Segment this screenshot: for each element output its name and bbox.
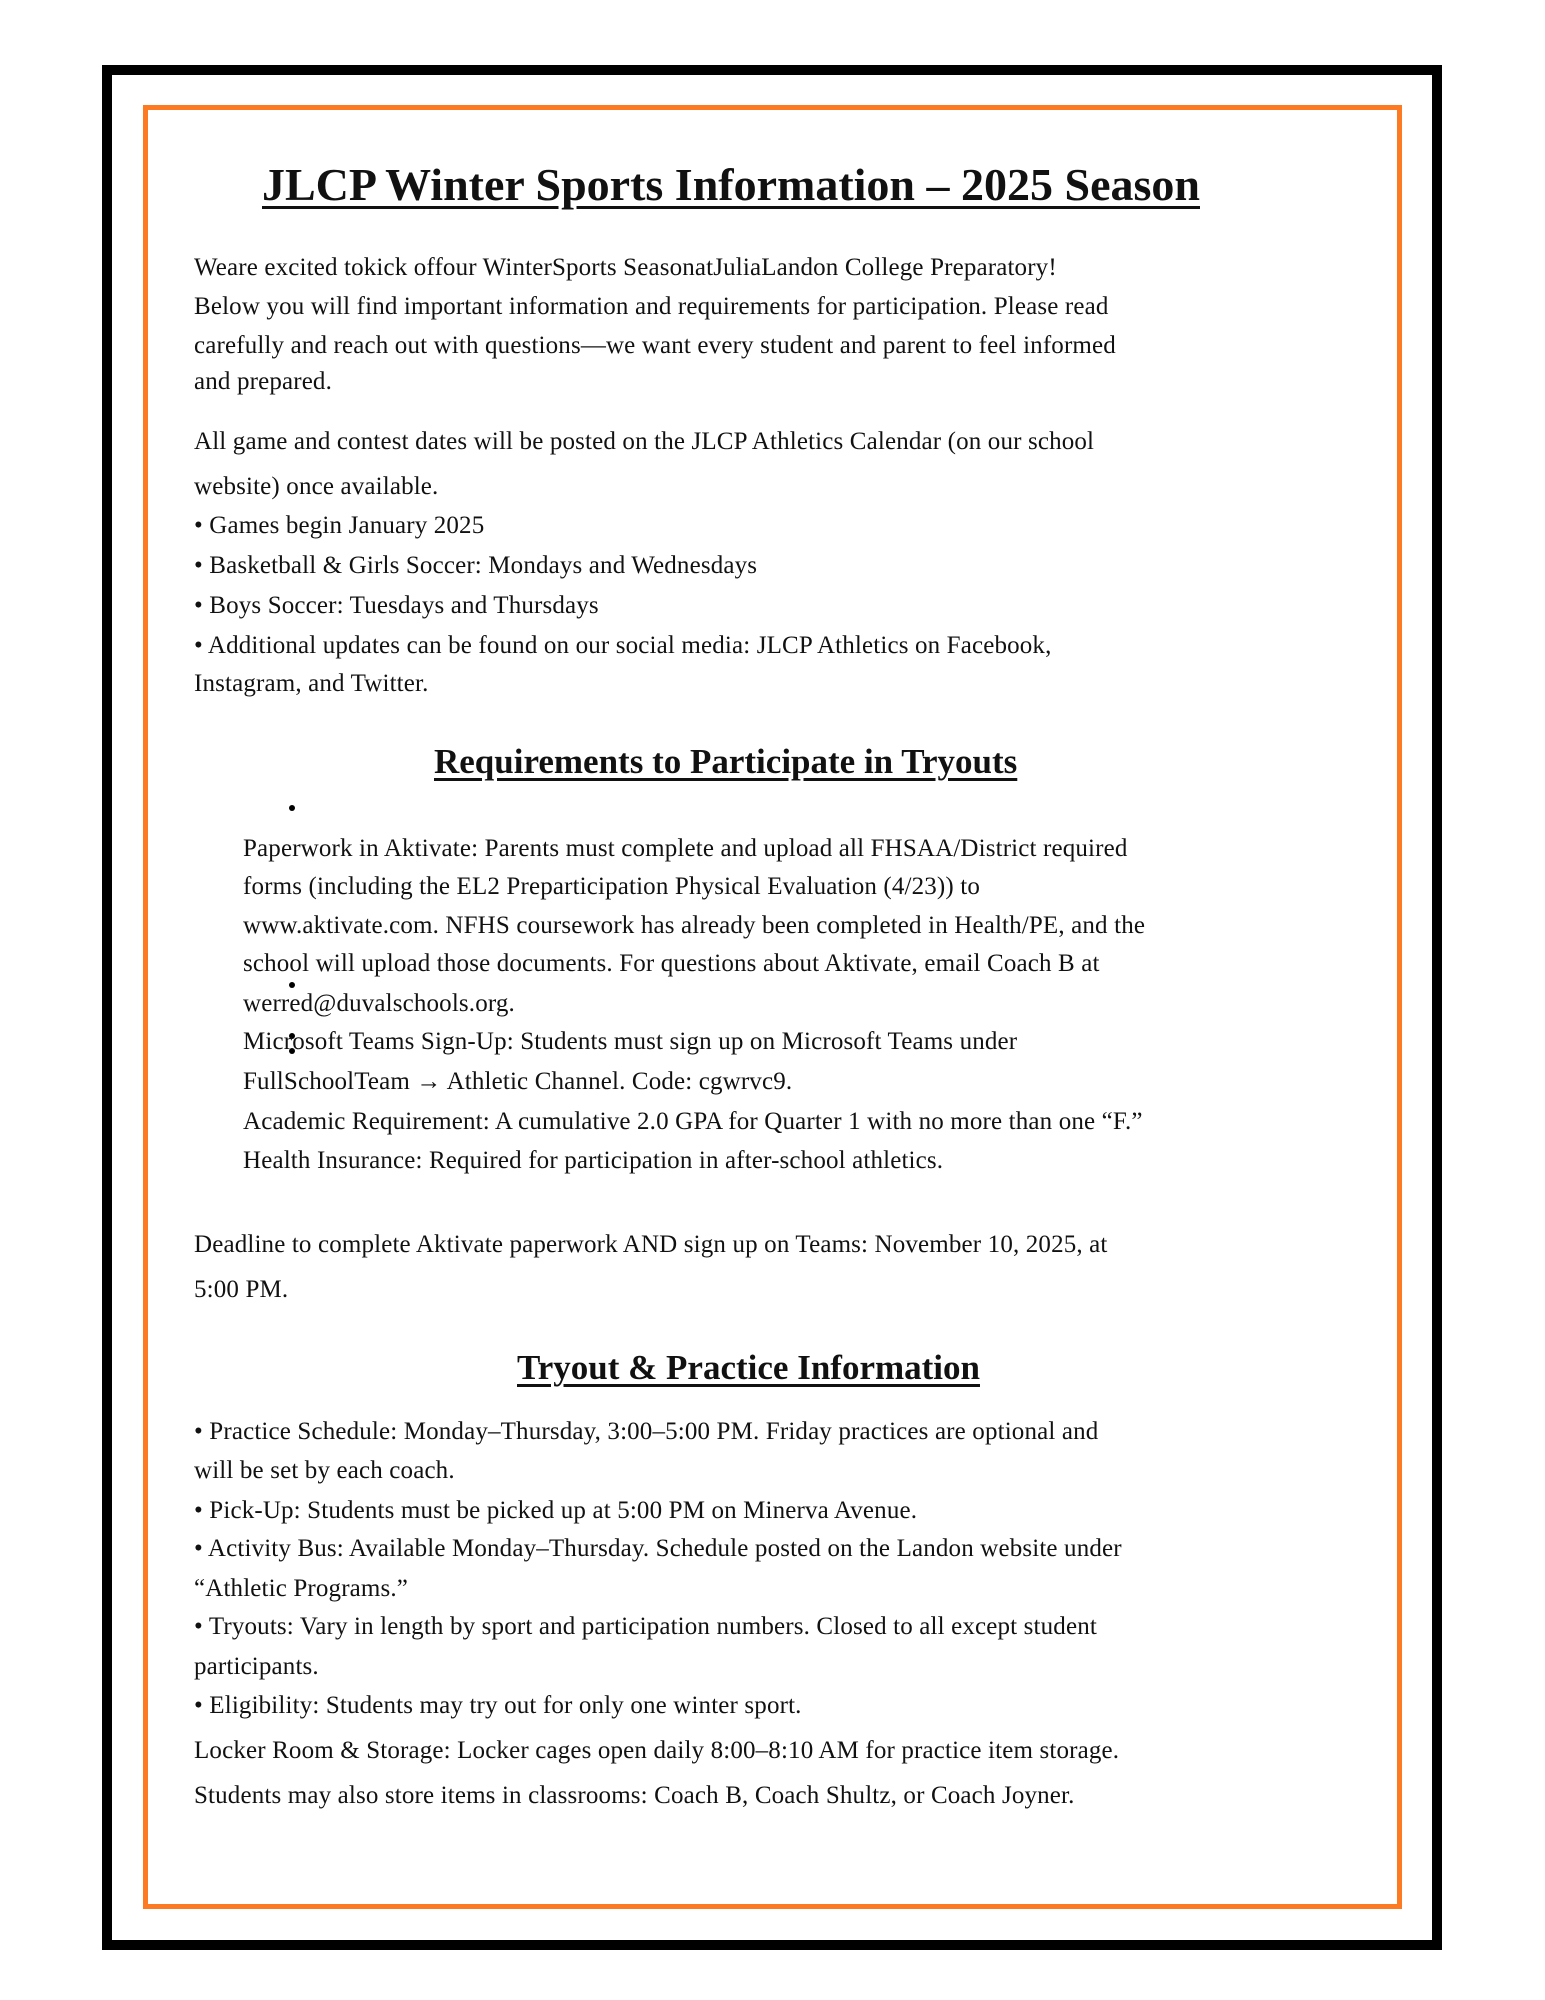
deadline-line: Deadline to complete Aktivate paperwork AND sign up on Teams: November 10, 2025, at [194, 1231, 1108, 1258]
intro-line: Weare excited tokick offour WinterSports SeasonatJuliaLandon College Preparatory! [194, 254, 1057, 281]
requirement-line: forms (including the EL2 Preparticipation Physical Evaluation (4/23)) to [243, 873, 981, 900]
bullet-icon [289, 805, 295, 811]
calendar-bullet-social-media: • Additional updates can be found on our social media: JLCP Athletics on Facebook, [194, 632, 1052, 659]
requirement-academic: Academic Requirement: A cumulative 2.0 GPA for Quarter 1 with no more than one “F.” [243, 1108, 1143, 1135]
coach-email-link[interactable]: werred@duvalschools.org. [243, 990, 515, 1017]
locker-line: Locker Room & Storage: Locker cages open daily 8:00–8:10 AM for practice item storage. [194, 1737, 1120, 1764]
requirement-line: school will upload those documents. For questions about Aktivate, email Coach B at [243, 950, 1100, 977]
intro-line: and prepared. [194, 368, 332, 395]
requirement-line: www.aktivate.com. NFHS coursework has already been completed in Health/PE, and the [243, 912, 1146, 939]
calendar-line: All game and contest dates will be posted on the JLCP Athletics Calendar (on our school [194, 428, 1095, 455]
tryout-line: “Athletic Programs.” [194, 1575, 409, 1602]
requirement-insurance: Health Insurance: Required for participation in after-school athletics. [243, 1147, 944, 1174]
page-title: JLCP Winter Sports Information – 2025 Season [262, 159, 1200, 210]
intro-line: carefully and reach out with questions—we want every student and parent to feel informed [194, 332, 1116, 359]
requirements-heading: Requirements to Participate in Tryouts [434, 742, 1018, 781]
calendar-bullet-games: • Games begin January 2025 [194, 512, 485, 539]
tryout-bullet-tryouts: • Tryouts: Vary in length by sport and participation numbers. Closed to all except student [194, 1613, 1097, 1640]
tryout-line: participants. [194, 1653, 319, 1680]
requirement-paperwork: Paperwork in Aktivate: Parents must complete and upload all FHSAA/District required [243, 835, 1128, 862]
tryout-bullet-practice: • Practice Schedule: Monday–Thursday, 3:00–5:00 PM. Friday practices are optional and [194, 1418, 1099, 1445]
calendar-line: website) once available. [194, 473, 439, 500]
deadline-line: 5:00 PM. [194, 1276, 289, 1303]
locker-line: Students may also store items in classrooms: Coach B, Coach Shultz, or Coach Joyner. [194, 1782, 1075, 1809]
requirement-teams: Microsoft Teams Sign-Up: Students must sign up on Microsoft Teams under [243, 1028, 1018, 1055]
intro-line: Below you will find important information and requirements for participation. Please read [194, 293, 1109, 320]
calendar-bullet-boys-soccer: • Boys Soccer: Tuesdays and Thursdays [194, 592, 599, 619]
requirement-line: FullSchoolTeam → Athletic Channel. Code: cgwrvc9. [243, 1068, 793, 1095]
tryout-line: will be set by each coach. [194, 1457, 455, 1484]
tryout-bullet-activity-bus: • Activity Bus: Available Monday–Thursday. Schedule posted on the Landon website under [194, 1535, 1122, 1562]
bullet-icon [289, 982, 295, 988]
tryout-bullet-pickup: • Pick-Up: Students must be picked up at 5:00 PM on Minerva Avenue. [194, 1497, 918, 1524]
calendar-line: Instagram, and Twitter. [194, 670, 429, 697]
tryout-bullet-eligibility: • Eligibility: Students may try out for only one winter sport. [194, 1692, 802, 1719]
tryout-heading: Tryout & Practice Information [517, 1348, 980, 1387]
calendar-bullet-basketball: • Basketball & Girls Soccer: Mondays and Wednesdays [194, 552, 758, 579]
